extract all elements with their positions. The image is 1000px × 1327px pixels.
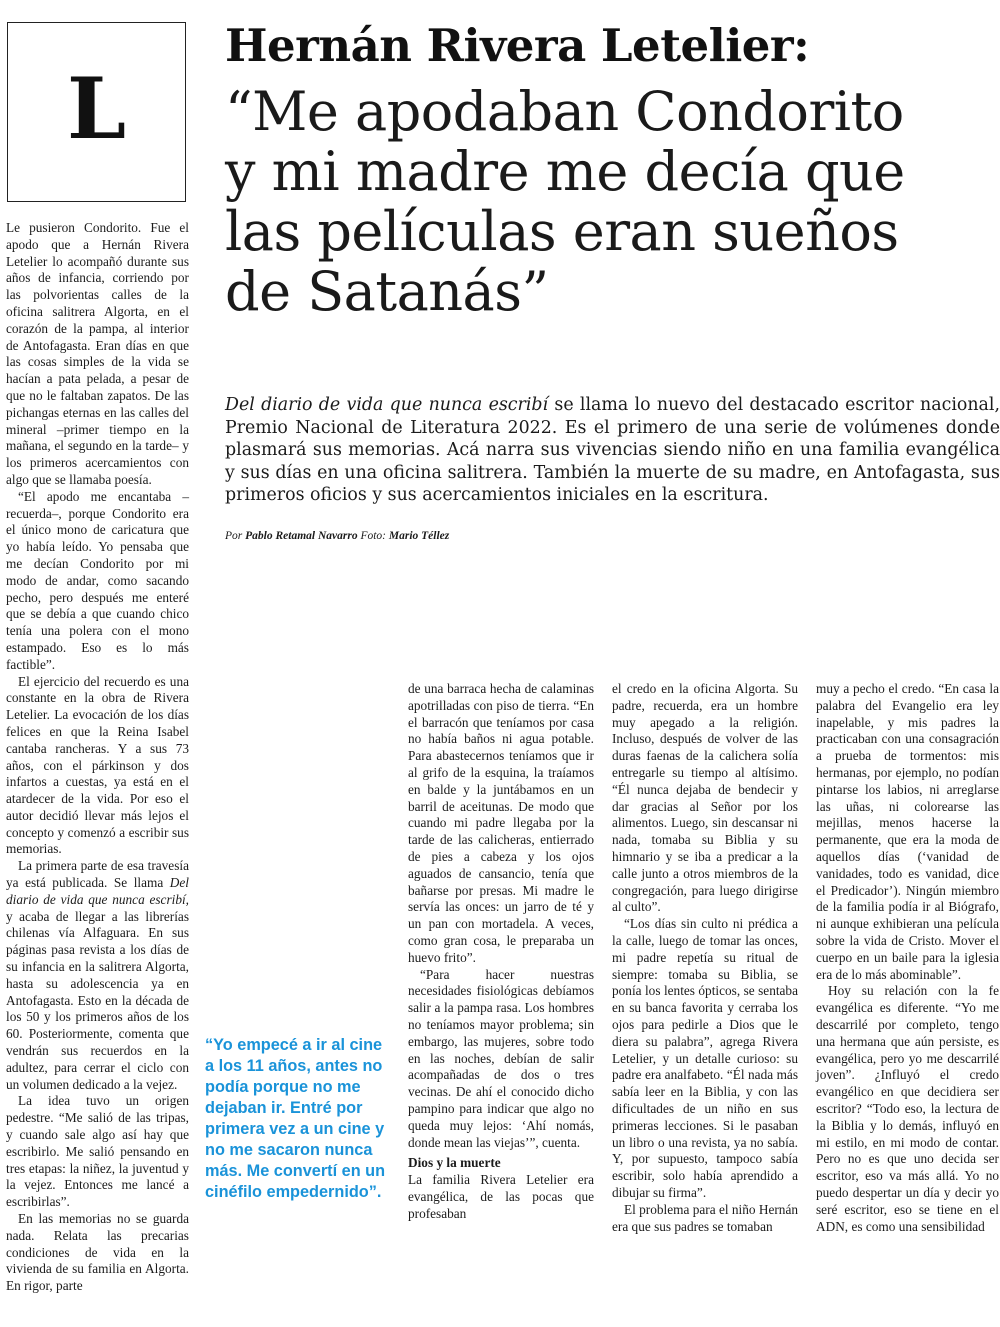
body-column-3: [612, 681, 798, 1235]
headline-line: de Satanás”: [225, 260, 549, 323]
body-column-1: [6, 220, 189, 1295]
pull-quote: “Yo empecé a ir al cine a los 11 años, antes no podía porque no me dejaban ir. Entré por primera vez a un cine y no me sacaron nunca más. Me convertí en un cinéfilo empedernido”.: [205, 1036, 386, 1201]
paragraph: “Para hacer nuestras necesidades fisiológicas debíamos salir a la pampa rasa. Los hombres no teníamos mayor problema; sin embargo, las mujeres, sobre todo en las noches, debían de salir acompañadas de dos o tres vecinas. De ahí el conocido dicho pampino para indicar que algo no queda muy lejos: ‘Ahí nomás, donde mean las viejas’”, cuenta.: [408, 966, 594, 1150]
author-name-headline: Hernán Rivera Letelier:: [225, 19, 810, 72]
paragraph-text: La primera parte de esa travesía ya está publicada. Se llama: [6, 858, 189, 891]
byline-author: Pablo Retamal Navarro: [245, 530, 358, 542]
paragraph: de una barraca hecha de calaminas apotrilladas con piso de tierra. “En el barracón que teníamos por casa no había baños ni agua potable. Para abastecernos teníamos que ir al grifo de la esquina, la traíamos en balde y la juntábamos en un barril de aceitunas. De modo que cuando mi padre llegaba por la tarde de las calicheras, entierrado de pies a cabeza y los ojos aguados de cansancio, tenía que bañarse por presas. Mi madre le servía las onces: un jarro de té y un pan con mortadela. A veces, como gran cosa, le preparaba un huevo frito”.: [408, 681, 594, 965]
paragraph: muy a pecho el credo. “En casa la palabra del Evangelio era ley inapelable, y mis padres la practicaban con una consagración a prueba de tormentos: mis hermanas, por ejemplo, no podían pintarse los labios, ni arreglarse las uñas, ni colorearse las mejillas, menos hacerse la permanente, que era la moda de aquellos días (‘vanidad de vanidades, todo es vanidad, dice el Predicador’). Ningún miembro de la familia podía ir al Biógrafo, ni aunque exhibieran una película sobre la vida de Cristo. Mover el cuerpo en un baile para la iglesia era de lo más abominable”.: [816, 681, 999, 982]
paragraph: En las memorias no se guarda nada. Relata las precarias condiciones de vida en la vivienda de su familia en Algorta. En rigor, parte: [6, 1211, 189, 1294]
byline-photographer: Mario Téllez: [388, 530, 450, 542]
byline-foto-label: Foto:: [360, 530, 387, 542]
paragraph: El problema para el niño Hernán era que sus padres se tomaban: [612, 1201, 798, 1234]
paragraph: “Los días sin culto ni prédica a la calle, luego de tomar las onces, mi padre repetía su ritual de siempre: tomaba su Biblia, se ponía los lentes ópticos, se sentaba en su banca favorita y cerraba los ojos para pedirle a Dios que le diera su palabra”, agrega Rivera Letelier, y un detalle curioso: su padre era analfabeto. “Él nada más sabía leer en la Biblia, y con las dificultades de un niño en sus primeras lecciones. Si le pasaban un libro o una revista, ya no sabía. Y, por supuesto, tampoco sabía escribir, solo había aprendido a dibujar su firma”.: [612, 916, 798, 1200]
deck-text: se llama lo nuevo del destacado escritor nacional, Premio Nacional de Literatura 2022. Es el primero de una serie de volúmenes donde plasmará sus memorias. Acá narra sus vivencias siendo niño en una familia evangélica y sus días en una oficina salitrera. También la muerte de su madre, en Antofagasta, sus primeros oficios y sus acercamientos iniciales en la escritura.: [225, 395, 1000, 505]
byline: [225, 530, 449, 542]
paragraph: Le pusieron Condorito. Fue el apodo que a Hernán Rivera Letelier lo acompañó durante sus años de infancia, corriendo por las polvorientas calles de la oficina salitrera Algorta, en el corazón de la pampa, al interior de Antofagasta. Eran días en que las cosas simples de la vida se hacían a pata pelada, a pesar de que no le faltaban zapatos. De las pichangas eternas en las calles del mineral –primer tiempo en la mañana, el segundo en la tarde– y los primeros acercamientos con algo que se llamaba poesía.: [6, 220, 189, 487]
paragraph: el credo en la oficina Algorta. Su padre, recuerda, era un hombre muy apegado a la religión. Incluso, después de volver de las duras faenas de la calichera solía entregarle su tiempo al altísimo. “Él nunca dejaba de bendecir y dar gracias al Señor por los alimentos. Luego, sin descansar ni nada, tomaba su Biblia y su himnario y se iba a predicar a la calle junto a otros miembros de la congregación, para luego dirigirse al culto”.: [612, 681, 798, 915]
book-title-inline: Del diario de vida que nunca escribí,: [6, 875, 189, 907]
body-column-2: [408, 681, 594, 1223]
paragraph: La familia Rivera Letelier era evangélica, de las pocas que profesaban: [408, 1172, 594, 1221]
paragraph: La idea tuvo un origen pedestre. “Me salió de las tripas, y cuando sale algo así hay que escribirlo. Me salió pensando en tres etapas: la niñez, la juventud y la vejez. Entonces me lancé a escribirlas”.: [6, 1093, 189, 1210]
section-letter: L: [66, 59, 127, 158]
book-title: Del diario de vida que nunca escribí: [225, 395, 549, 415]
headline-line: “Me apodaban Condorito: [225, 80, 904, 143]
paragraph: “El apodo me encantaba –recuerda–, porque Condorito era el único mono de caricatura que yo había leído. Yo pensaba que me decían Condorito por mi modo de andar, como sacando pecho, pero después me enteré que se debía a que cuando chico tenía una polera con el mono estampado. Eso es lo más factible”.: [6, 488, 189, 672]
headline-line: y mi madre me decía que: [225, 140, 905, 203]
quote-headline: [225, 82, 995, 322]
paragraph: El ejercicio del recuerdo es una constante en la obra de Rivera Letelier. La evocación de los días felices en que la Reina Isabel cantaba rancheras. Y a sus 73 años, con el párkinson y dos infartos a cuestas, ya está en el atardecer de la vida. Por eso el autor decidió llevar más lejos el concepto y comenzó a escribir sus memorias.: [6, 673, 189, 857]
paragraph-text: y acaba de llegar a las librerías chilenas vía Alfaguara. En sus páginas pasa revista a los días de su infancia en la salitrera Algorta, hasta su adolescencia ya en Antofagasta. Esto en la década de los 50 y los primeros años de los 60. Posteriormente, comenta que vendrán sus recuerdos en la adultez, para cerrar el ciclo con un volumen dedicado a la vejez.: [6, 908, 189, 1092]
headline-line: las películas eran sueños: [225, 200, 899, 263]
paragraph: Hoy su relación con la fe evangélica es diferente. “Yo me descarrilé por completo, tengo una hermana que aún persiste, es evangélica, pero yo me descarrilé joven”. ¿Influyó el credo evangélico en que decidiera ser escritor? “Todo eso, la lectura de la Biblia y lo demás, influyó en mi estilo, en mi modo de contar. Pero no es que uno decida ser escritor, eso va más allá. Yo no puedo despertar un día y decir yo seré escritor, eso se tiene en el ADN, es como una sensibilidad: [816, 983, 999, 1234]
subheading: Dios y la muerte: [408, 1155, 501, 1171]
deck-summary: [225, 394, 1000, 507]
section-letter-box: [7, 22, 186, 202]
paragraph: [6, 858, 189, 1093]
body-column-4: [816, 681, 999, 1235]
byline-por-label: Por: [225, 530, 243, 542]
